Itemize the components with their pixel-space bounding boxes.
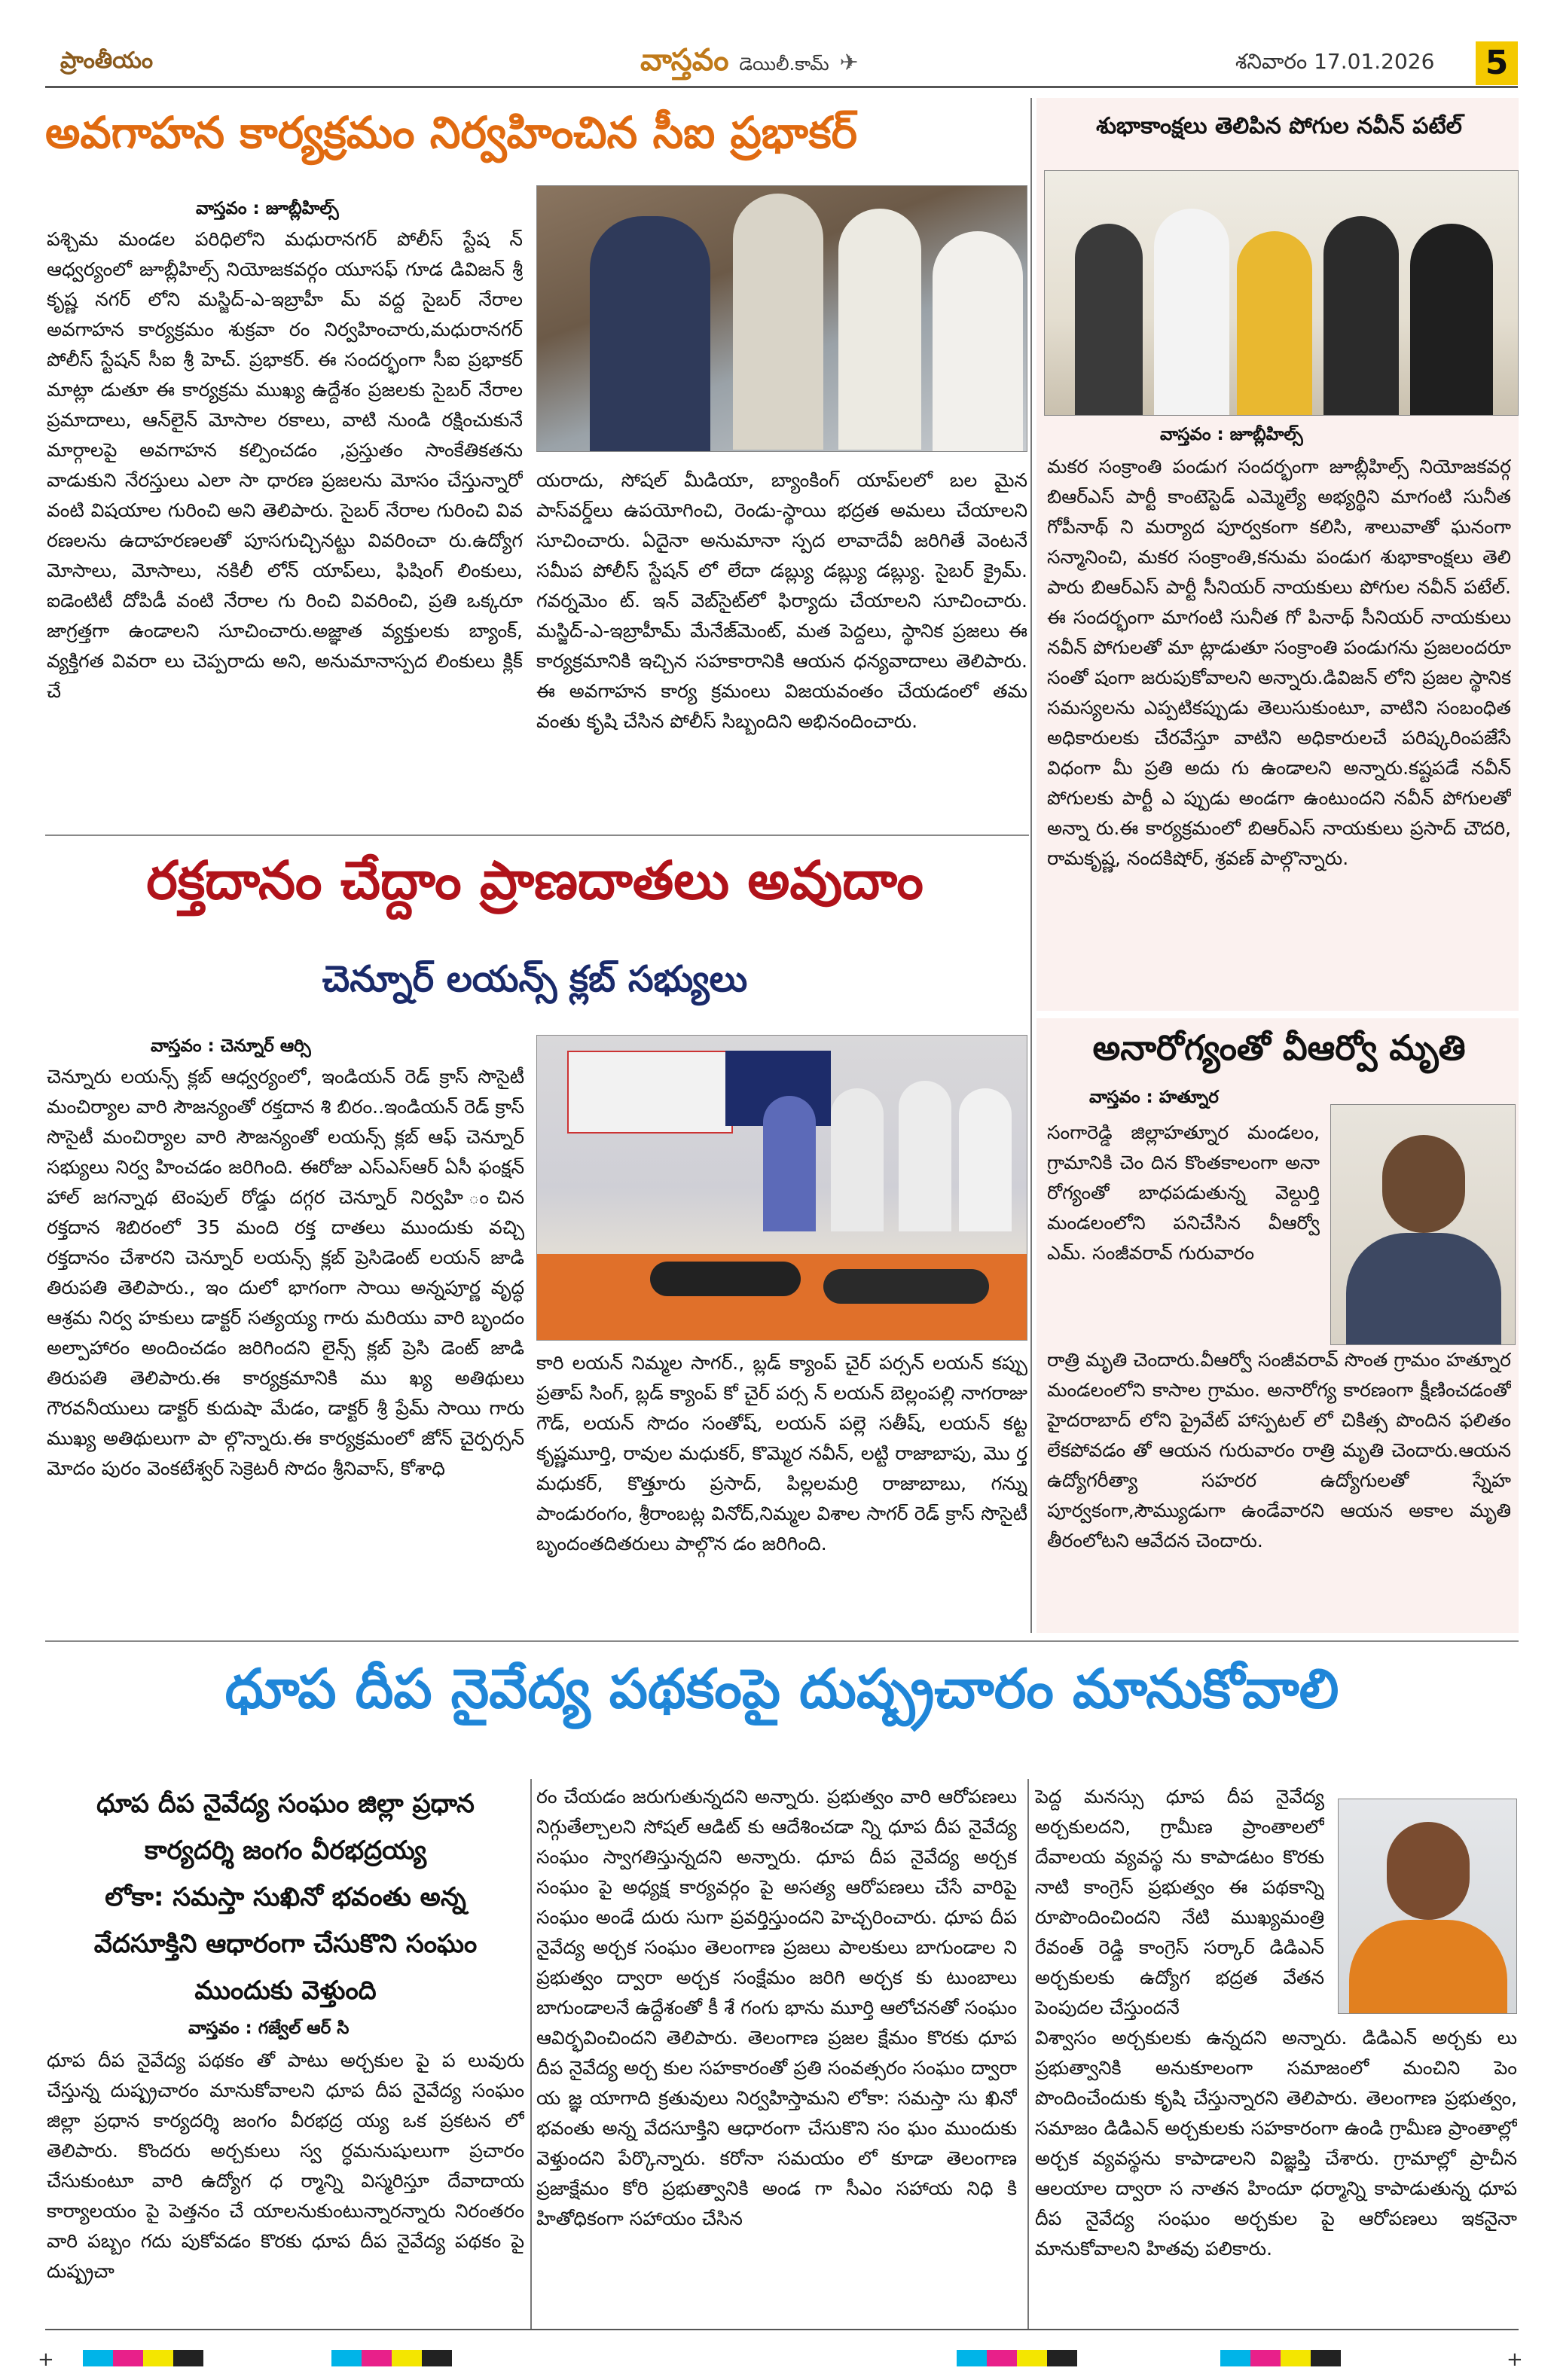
donor-figure — [650, 1262, 801, 1296]
column-rule — [530, 1779, 532, 2329]
story5-lead-line: లోకా: సమస్తా సుఖినో భవంతు అన్న — [105, 1882, 466, 1912]
story5-photo — [1338, 1799, 1517, 2014]
story2-byline: వాస్తవం : జూబ్లీహిల్స్ — [1160, 425, 1303, 444]
shirt-figure — [1346, 1233, 1501, 1345]
story1-col2: యరాదు, సోషల్ మీడియా, బ్యాంకింగ్ యాప్‌లలో బల మైన పాస్‌వర్డ్‌లు ఉపయోగించి, రెండు-స్థాయి భద్రత అమలు చేయాలని సూచించారు. ఏదైనా అనుమానా స్పద లావాదేవీ జరిగితే వెంటనే సమీప పోలీస్ స్టేషన్ లో లేదా డబ్ల్యు డబ్ల్యు డబ్ల్యు. సైబర్ క్రైమ్. గవర్నమెం ట్. ఇన్ వెబ్‌సైట్‌లో ఫిర్యాదు చేయాలని సూచించారు. మస్జిద్-ఎ-ఇబ్రాహీమ్ మేనేజ్‌మెంట్, మత పెద్దలు, స్థానిక ప్రజలు ఈ కార్యక్రమానికి ఇచ్చిన సహకారానికి ఆయన ధన్యవాదాలు తెలిపారు. ఈ అవగాహన కార్య క్రమంలు విజయవంతం చేయడంలో తమ వంతు కృషి చేసిన పోలీస్ సిబ్బందిని అభినందించారు. — [536, 469, 1027, 732]
story4-body: రాత్రి మృతి చెందారు.వీఆర్వో సంజీవరావ్ సొంత గ్రామం హత్నూర మండలంలోని కాసాల గ్రామం. అనారోగ్య కారణంగా క్షీణించడంతో హైదరాబాద్ లోని ప్రైవేట్ హాస్పటల్ లో చికిత్స పొందిన ఫలితం లేకపోవడం తో ఆయన గురువారం రాత్రి మృతి చెందారు.ఆయన ఉద్యోగరీత్యా సహరర ఉద్యోగులతో స్నేహ పూర్వకంగా,సౌమ్యుడుగా ఉండేవారని ఆయన అకాల మృతి తీరంలోటని ఆవేదన చెందారు. — [1047, 1349, 1511, 1552]
color-bar — [331, 2350, 452, 2366]
shirt-figure — [1349, 1920, 1507, 2014]
story2-body: మకర సంక్రాంతి పండుగ సందర్భంగా జూబ్లీహిల్స్ నియోజకవర్గ బిఆర్ఎస్ పార్టీ కాంటెస్టెడ్ ఎమ్మెల్యే అభ్యర్థిని మాగంటి సునీత గోపీనాథ్ ని మర్యాద పూర్వకంగా కలిసి, శాలువాతో ఘనంగా సన్మానించి, మకర సంక్రాంతి,కనుమ పండుగ శుభాకాంక్షలు తెలి పారు బిఆర్ఎస్ పార్టీ సీనియర్ నాయకులు పోగుల నవీన్ పటేల్. ఈ సందర్భంగా మాగంటి సునీత గో పినాథ్ సీనియర్ నాయకులు నవీన్ పోగులతో మా ట్లాడుతూ సంక్రాంతి పండుగను ప్రజలందరూ సంతో షంగా జరుపుకోవాలని అన్నారు.డివిజన్ లోని ప్రజల స్థానిక సమస్యలను ఎప్పటికప్పుడు తెలుసుకుంటూ, వాటిని సంబంధిత అధికారులకు చేరవేస్తూ వాటిని అధికారులచే పరిష్కరింపజేసే విధంగా మీ ప్రతి అదు గు ఉండాలని అన్నారు.కష్టపడే నవీన్ పోగులకు పార్టీ ఎ ప్పుడు అండగా ఉంటుందని నవీన్ పోగులతో అన్నా రు.ఈ కార్యక్రమంలో బిఆర్ఎస్ నాయకులు ప్రసాద్ చౌదరి, రామకృష్ణ, నందకిషోర్, శ్రవణ్ పాల్గొన్నారు. — [1047, 456, 1511, 869]
story5-lead-line: ముందుకు వెళ్తుంది — [194, 1976, 377, 2006]
story4-photo — [1330, 1104, 1516, 1345]
story5-lead-line: ధూప దీప నైవేద్య సంఘం జిల్లా ప్రధాన — [96, 1789, 475, 1819]
section-label: ప్రాంతీయం — [60, 47, 154, 74]
story3-col2: కారి లయన్ నిమ్మల సాగర్., బ్లడ్ క్యాంప్ చైర్ పర్సన్ లయన్ కప్పు ప్రతాప్ సింగ్, బ్లడ్ క్యాంప్ కో చైర్ పర్స న్ లయన్ బెల్లంపల్లి నాగరాజు గౌడ్, లయన్ సొదం సంతోష్, లయన్ పల్లె సతీష్, లయన్ కట్ట కృష్ణమూర్తి, రావుల మధుకర్, కొమ్మెర నవీన్, లట్టి రాజాబాపు, మొ ర్త మధుకర్, కొత్తూరు ప్రసాద్, పిల్లలమర్రి రాజాబాబు, గన్ను పాండురంగం, శ్రీరాంబట్ల వినోద్,నిమ్మల విశాల సాగర్ రెడ్ క్రాస్ సొసైటీ బృందంతదితరులు పాల్గొన డం జరిగింది. — [536, 1352, 1027, 1555]
story2-headline: శుభాకాంక్షలు తెలిపిన పోగుల నవీన్ పటేల్ — [1096, 113, 1462, 139]
story3-col1: చెన్నూరు లయన్స్ క్లబ్ ఆధ్వర్యంలో, ఇండియన్ రెడ్ క్రాస్ సొసైటీ మంచిర్యాల వారి సౌజన్యంతో రక్తదాన శి బిరం..ఇండియన్ రెడ్ క్రాస్ సొసైటీ మంచిర్యాల వారి సౌజన్యంతో లయన్స్ క్లబ్ ఆఫ్ చెన్నూర్ సభ్యులు నిర్వ హించడం జరిగింది. ఈరోజు ఎస్ఎస్ఆర్ ఏసీ ఫంక్షన్ హాల్ జగన్నాథ టెంపుల్ రోడ్డు దగ్గర చెన్నూర్ నిర్వహి ంచిన రక్తదాన శిబిరంలో 35 మంది రక్త దాతలు ముందుకు వచ్చి రక్తదానం చేశారని చెన్నూర్ లయన్స్ క్లబ్ ప్రెసిడెంట్ లయన్ జాడి తిరుపతి తెలిపారు., ఇం దులో భాగంగా సాయి అన్నపూర్ణ వృద్ధ ఆశ్రమ నిర్వ హకులు డాక్టర్ సత్యయ్య గారు మరియు వారి బృందం అల్పాహారం అందించడం జరిగిందని లైన్స్ క్లబ్ ప్రెసి డెంట్ జాడి తిరుపతి తెలిపారు.ఈ కార్యక్రమానికి ము ఖ్య అతిథులు గౌరవనీయులు డాక్టర్ కుదుషా మేడం, డాక్టర్ శ్రీ ప్రేమ్ సాయి గారు ముఖ్య అతిథులుగా పా ల్గొన్నారు.ఈ కార్యక్రమంలో జోన్ చైర్పర్సన్ మోదం పురం వెంకటేశ్వర్ సెక్రెటరీ సొదం శ్రీనివాస్, కోశాధి — [47, 1066, 524, 1479]
color-bar — [957, 2350, 1077, 2366]
logo-text: వాస్తవం — [640, 43, 729, 78]
person-figure — [733, 194, 823, 450]
person-figure — [763, 1096, 816, 1231]
story3-photo — [536, 1035, 1027, 1341]
face-figure — [1387, 1822, 1470, 1920]
story1-byline: వాస్తవం : జూబ్లీహిల్స్ — [196, 199, 339, 218]
registration-mark: + — [38, 2348, 54, 2371]
story3-subhead: చెన్నూర్ లయన్స్ క్లబ్ సభ్యులు — [322, 958, 748, 1000]
person-figure — [1237, 231, 1312, 416]
bottom-rule — [45, 2329, 1519, 2330]
story5-byline: వాస్తవం : గజ్వేల్ ఆర్ సి — [188, 2018, 350, 2038]
person-figure — [1075, 224, 1143, 416]
person-figure — [959, 1088, 1012, 1231]
story4-wrap: సంగారెడ్డి జిల్లాహత్నూర మండలం, గ్రామానికి చెం దిన కొంతకాలంగా అనా రోగ్యంతో బాధపడుతున్న వెల్దుర్తి మండలంలోని పనిచేసిన వీఆర్వో ఎమ్. సంజీవరావ్ గురువారం — [1047, 1121, 1320, 1264]
person-figure — [1323, 216, 1399, 416]
column-rule — [1030, 98, 1032, 1633]
story3-headline: రక్తదానం చేద్దాం ప్రాణదాతలు అవుదాం — [146, 850, 924, 911]
police-figure — [590, 216, 710, 452]
bird-icon: ✈ — [839, 50, 859, 76]
color-bar — [83, 2350, 203, 2366]
story4-headline: అనారోగ్యంతో వీఆర్వో మృతి — [1092, 1027, 1466, 1068]
story5-col1: ధూప దీప నైవేద్య పథకం తో పాటు అర్చకుల పై ప లువురు చేస్తున్న దుష్ప్రచారం మానుకోవాలని ధూప దీప నైవేద్య సంఘం జిల్లా ప్రధాన కార్యదర్శి జంగం వీరభద్ర య్య ఒక ప్రకటన లో తెలిపారు. కొందరు అర్చకులు స్వ ర్ధమనుషులుగా ప్రచారం చేసుకుంటూ వారి ఉద్యోగ ధ ర్మాన్ని విస్మరిస్తూ దేవాదాయ కార్యాలయం పై పెత్తనం చే యాలనుకుంటున్నారన్నారు నిరంతరం వారి పబ్బం గదు పుకోవడం కొరకు ధూప దీప నైవేద్య పథకం పై దుష్ప్రచా — [47, 2049, 524, 2282]
story5-lead-line: కార్యదర్శి జంగం వీరభద్రయ్య — [144, 1835, 427, 1866]
story4-byline: వాస్తవం : హత్నూర — [1089, 1088, 1219, 1107]
face-figure — [1382, 1135, 1465, 1233]
story1-headline: అవగాహన కార్యక్రమం నిర్వహించిన సీఐ ప్రభాకర్ — [45, 107, 858, 158]
section-divider — [45, 1640, 1519, 1642]
registration-mark: + — [1507, 2348, 1523, 2371]
banner — [567, 1051, 733, 1134]
story3-byline: వాస్తవం : చెన్నూర్ ఆర్సి — [151, 1036, 311, 1056]
issue-date: శనివారం 17.01.2026 — [1235, 49, 1435, 74]
logo-sub: డెయిలీ.కామ్ — [739, 53, 829, 75]
story5-lead-line: వేదసూక్తిని ఆధారంగా చేసుకొని సంఘం — [93, 1929, 478, 1959]
story5-col2: రం చేయడం జరుగుతున్నదని అన్నారు. ప్రభుత్వం వారి ఆరోపణలు నిగ్గుతేల్చాలని సోషల్ ఆడిట్ కు ఆదేశించడా న్ని ధూప దీప నైవేద్య సంఘం స్వాగతిస్తున్నదని అన్నారు. ధూప దీప నైవేద్య అర్చక సంఘం పై అధ్యక్ష కార్యవర్గం పై అసత్య ఆరోపణలు చేసే వారిపై సంఘం అండే దురు సుగా ప్రవర్తిస్తుందని హెచ్చరించారు. ధూప దీప నైవేద్య అర్చక సంఘం తెలంగాణ ప్రజలు పాలకులు బాగుండాల ని ప్రభుత్వం ద్వారా అర్చక సంక్షేమం జరిగి అర్చక కు టుంబాలు బాగుండాలనే ఉద్దేశంతో కీ శే గంగు భాను మూర్తి ఆలోచనతో సంఘం ఆవిర్భవించిందని తెలిపారు. తెలంగాణ ప్రజల క్షేమం కొరకు ధూప దీప నైవేద్య అర్చ కుల సహకారంతో ప్రతి సంవత్సరం సంఘం ద్వారా య జ్ఞ యాగాది క్రతువులు నిర్వహిస్తామని లోకా: సమస్తా సు ఖినో భవంతు అన్న వేదసూక్తిని ఆధారంగా చేసుకొని సం ఘం ముందుకు వెళ్తుందని పేర్కొన్నారు. కరోనా సమయం లో కూడా తెలంగాణ ప్రజాక్షేమం కోరి ప్రభుత్వానికి అండ గా సీఎం సహాయ నిధి కి హితోధికంగా సహాయం చేసిన — [536, 1786, 1017, 2229]
section-divider — [45, 835, 1029, 836]
person-figure — [831, 1088, 884, 1231]
masthead-strip — [45, 41, 1518, 88]
color-bar — [1220, 2350, 1341, 2366]
person-figure — [1410, 224, 1493, 416]
person-figure — [899, 1081, 951, 1231]
story5-lead — [47, 1780, 524, 2014]
story5-col3-wrap: పెద్ద మనస్సు ధూప దీప నైవేద్య అర్చకులదని, గ్రామీణ ప్రాంతాలలో దేవాలయ వ్యవస్థ ను కాపాడటం కొరకు నాటి కాంగ్రెస్ ప్రభుత్వం ఈ పథకాన్ని రూపొందించిందని నేటి ముఖ్యమంత్రి రేవంత్ రెడ్డి కాంగ్రెస్ సర్కార్ డిడిఎన్ అర్చకులకు ఉద్యోగ భద్రత వేతన పెంపుదల చేస్తుందనే — [1035, 1786, 1324, 2018]
paper-logo — [640, 43, 859, 85]
column-rule — [1027, 1779, 1029, 2329]
person-figure — [1154, 209, 1229, 416]
story5-col3: విశ్వాసం అర్చకులకు ఉన్నదని అన్నారు. డిడిఎన్ అర్చకు లు ప్రభుత్వానికి అనుకూలంగా సమాజంలో మంచిని పెం పొందించేందుకు కృషి చేస్తున్నారని తెలిపారు. తెలంగాణ ప్రభుత్వం, సమాజం డిడిఎన్ అర్చకులకు సహకారంగా ఉండి గ్రామీణ ప్రాంతాల్లో అర్చక వ్యవస్థను కాపాడాలని విజ్ఞప్తి చేశారు. గ్రామాల్లో ప్రాచీన ఆలయాల ద్వారా స నాతన హిందూ ధర్మాన్ని కాపాడుతున్న ధూప దీప నైవేద్య సంఘం అర్చకుల పై ఆరోపణలు ఇకనైనా మానుకోవాలని హితవు పలికారు. — [1035, 2027, 1517, 2259]
story2-photo — [1044, 170, 1519, 416]
person-figure — [838, 209, 921, 450]
donor-figure — [823, 1269, 989, 1304]
person-figure — [933, 231, 1023, 452]
story1-col1: పశ్చిమ మండల పరిధిలోని మధురానగర్ పోలీస్ స్టేష న్ ఆధ్వర్యంలో జూబ్లీహిల్స్ నియోజకవర్గం యూసఫ్ గూడ డివిజన్ శ్రీ కృష్ణ నగర్ లోని మస్జిద్-ఎ-ఇబ్రాహీ మ్ వద్ద సైబర్ నేరాల అవగాహన కార్యక్రమం శుక్రవా రం నిర్వహించారు,మధురానగర్ పోలీస్ స్టేషన్ సీఐ శ్రీ హెచ్. ప్రభాకర్. ఈ సందర్భంగా సీఐ ప్రభాకర్ మాట్లా డుతూ ఈ కార్యక్రమ ముఖ్య ఉద్దేశం ప్రజలకు సైబర్ నేరాల ప్రమాదాలు, ఆన్‌లైన్ మోసాల రకాలు, వాటి నుండి రక్షించుకునే మార్గాలపై అవగాహన కల్పించడం ,ప్రస్తుతం సాంకేతికతను వాడుకుని నేరస్తులు ఎలా సా ధారణ ప్రజలను మోసం చేస్తున్నారో వంటి విషయాల గురించి అని తెలిపారు. సైబర్ నేరాల గురించి వివ రణలను ఉదాహరణలతో పూసగుచ్చినట్టు వివరించా రు.ఉద్యోగ మోసాలు, మోసాలు, నకిలీ లోన్ యాప్‌లు, ఫిషింగ్ లింకులు, ఐడెంటిటీ దోపిడీ వంటి నేరాల గు రించి వివరించి, ప్రతి ఒక్కరూ జాగ్రత్తగా ఉండాలని సూచించారు.అజ్ఞాత వ్యక్తులకు బ్యాంక్, వ్యక్తిగత వివరా లు చెప్పరాదు అని, అనుమానాస్పద లింకులు క్లిక్ చే — [47, 228, 523, 702]
story1-photo — [536, 185, 1027, 452]
page-number: 5 — [1476, 41, 1518, 85]
story5-headline: ధూప దీప నైవేద్య పథకంపై దుష్ప్రచారం మానుకోవాలి — [224, 1657, 1339, 1720]
